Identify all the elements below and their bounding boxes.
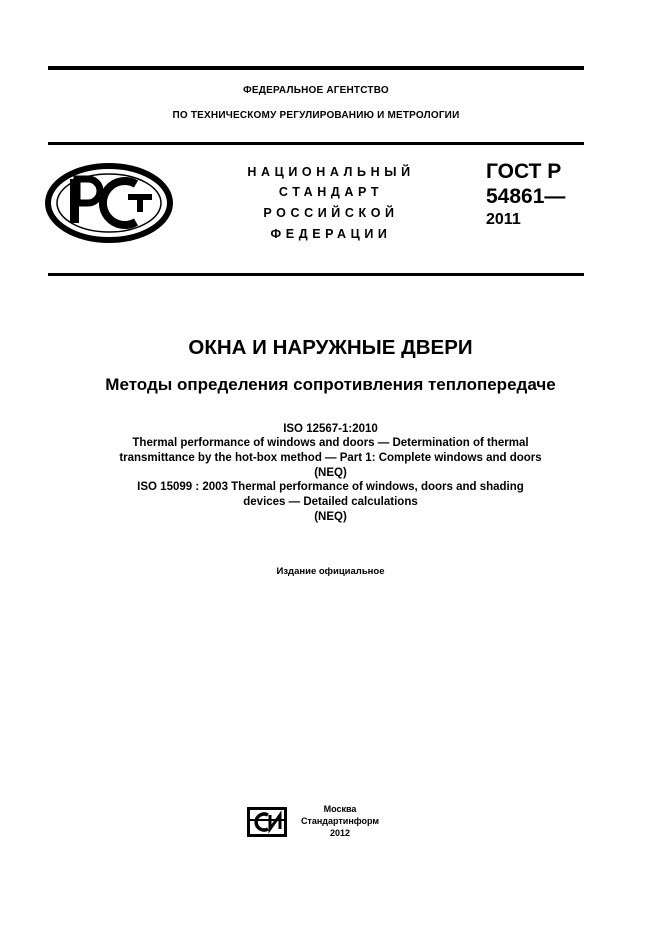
middle-rule <box>48 273 584 276</box>
reference-line-5: ISO 15099 : 2003 Thermal performance of windows, doors and shading <box>137 481 524 493</box>
publisher-city: Москва <box>323 804 357 814</box>
standard-label: СТАНДАРТ <box>278 185 384 199</box>
agency-line-1: ФЕДЕРАЛЬНОЕ АГЕНТСТВО <box>243 85 389 96</box>
gost-year: 2011 <box>486 211 521 228</box>
reference-line-6: devices — Detailed calculations <box>243 496 418 508</box>
reference-line-7: (NEQ) <box>314 511 347 523</box>
agency-line-2: ПО ТЕХНИЧЕСКОМУ РЕГУЛИРОВАНИЮ И МЕТРОЛОГИИ <box>172 110 460 121</box>
standartinform-logo-icon <box>246 806 288 838</box>
edition-label: Издание официальное <box>276 566 385 577</box>
reference-line-1: ISO 12567-1:2010 <box>283 423 378 435</box>
page-title: ОКНА И НАРУЖНЫЕ ДВЕРИ <box>188 336 473 359</box>
russian-label: РОССИЙСКОЙ <box>263 206 399 220</box>
publisher-year: 2012 <box>329 828 351 838</box>
page-subtitle: Методы определения сопротивления теплопередаче <box>105 375 556 394</box>
gost-prefix: ГОСТ Р <box>486 160 562 183</box>
publisher-name: Стандартинформ <box>300 816 380 826</box>
gost-number: 54861— <box>486 185 566 208</box>
reference-line-2: Thermal performance of windows and doors — Determination of thermal <box>132 437 529 449</box>
federation-label: ФЕДЕРАЦИИ <box>270 227 392 241</box>
rst-logo-icon <box>44 162 174 244</box>
header-rule <box>48 142 584 145</box>
national-label: НАЦИОНАЛЬНЫЙ <box>247 165 415 179</box>
reference-line-3: transmittance by the hot-box method — Part 1: Complete windows and doors <box>119 452 542 464</box>
reference-line-4: (NEQ) <box>314 467 347 479</box>
top-rule <box>48 66 584 70</box>
